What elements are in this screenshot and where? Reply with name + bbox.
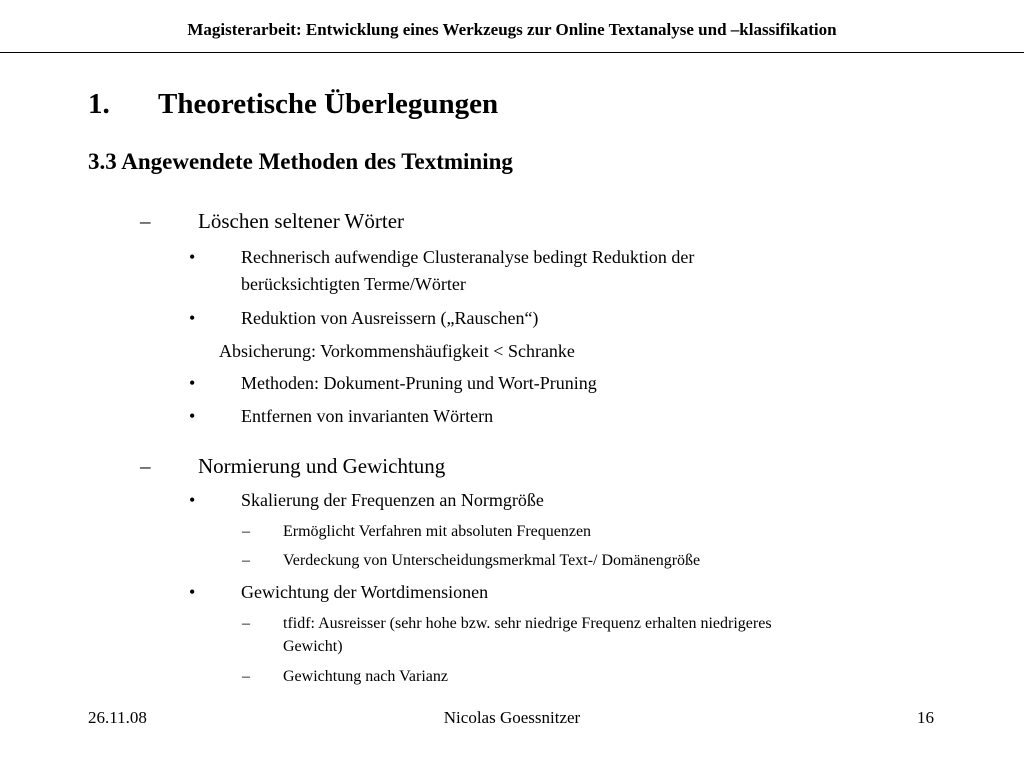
sub-dash-marker: – <box>242 668 250 685</box>
subsection-heading: 3.3 Angewendete Methoden des Textmining <box>88 149 513 174</box>
section-heading <box>88 86 498 122</box>
sub-dash-marker: – <box>242 615 250 632</box>
bullet-ausreisser: Reduktion von Ausreissern („Rauschen“) <box>241 308 539 328</box>
footer-author: Nicolas Goessnitzer <box>443 708 581 727</box>
sub-dash-marker: – <box>242 552 250 569</box>
topic-loeschen: Löschen seltener Wörter <box>198 209 405 233</box>
level1-dash-marker: – <box>140 209 151 233</box>
bullet-entfernen: Entfernen von invarianten Wörtern <box>241 406 494 426</box>
bullet-marker: • <box>189 406 196 426</box>
sub-item-ermoeglicht: Ermöglicht Verfahren mit absoluten Frequenzen <box>283 523 592 540</box>
footer-date: 26.11.08 <box>88 708 147 727</box>
bullet-clusteranalyse-line1: Rechnerisch aufwendige Clusteranalyse bedingt Reduktion der <box>241 247 695 267</box>
level1-dash-marker: – <box>140 454 151 478</box>
sub-dash-marker: – <box>242 523 250 540</box>
sub-item-varianz: Gewichtung nach Varianz <box>283 668 448 685</box>
topic-normierung: Normierung und Gewichtung <box>198 454 446 478</box>
section-title: Theoretische Überlegungen <box>158 88 499 120</box>
footer-page-number: 16 <box>917 708 934 727</box>
bullet-marker: • <box>189 490 196 510</box>
sub-item-verdeckung: Verdeckung von Unterscheidungsmerkmal Text-/ Domänengröße <box>283 552 701 569</box>
bullet-clusteranalyse-line2: berücksichtigten Terme/Wörter <box>241 274 466 294</box>
bullet-gewichtung: Gewichtung der Wortdimensionen <box>241 582 489 602</box>
header-divider <box>0 52 1024 53</box>
bullet-skalierung: Skalierung der Frequenzen an Normgröße <box>241 490 544 510</box>
sub-item-tfidf-line2: Gewicht) <box>283 638 343 655</box>
sub-item-tfidf-line1: tfidf: Ausreisser (sehr hohe bzw. sehr niedrige Frequenz erhalten niedrigeres <box>283 615 772 632</box>
section-number: 1. <box>88 88 110 120</box>
absicherung-text: Absicherung: Vorkommenshäufigkeit < Schranke <box>219 341 575 361</box>
bullet-marker: • <box>189 582 196 602</box>
bullet-marker: • <box>189 308 196 328</box>
bullet-marker: • <box>189 373 196 393</box>
bullet-marker: • <box>189 247 196 267</box>
bullet-methoden: Methoden: Dokument-Pruning und Wort-Pruning <box>241 373 597 393</box>
slide-header: Magisterarbeit: Entwicklung eines Werkzeugs zur Online Textanalyse und –klassifikation <box>187 20 837 39</box>
